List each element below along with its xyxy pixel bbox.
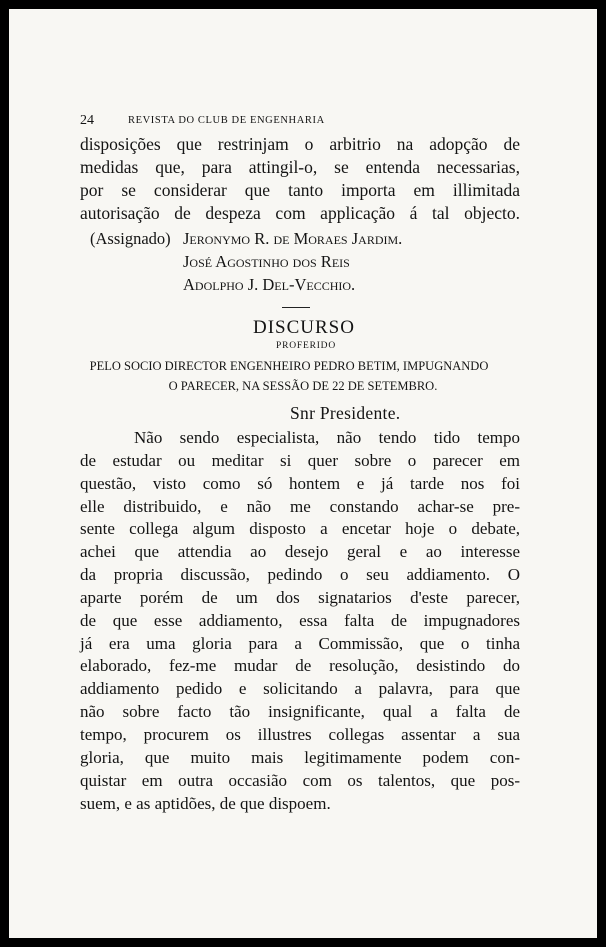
text-line: já era uma gloria para a Commissão, que o tinha (80, 633, 520, 653)
section-title: DISCURSO (253, 317, 355, 338)
page-content (80, 113, 520, 815)
text-line: elaborado, fez-me mudar de resolução, desistindo do (80, 656, 520, 676)
text-line: por se considerar que tanto importa em illimitada (80, 180, 520, 200)
page-number: 24 (80, 113, 94, 128)
text-line: questão, visto como só hontem e já tarde nos foi (80, 473, 520, 493)
signature-label: (Assignado) (90, 229, 171, 248)
signature-row (80, 250, 520, 273)
text-line: Não sendo especialista, não tendo tido tempo (134, 428, 520, 447)
text-line: achei que attendia ao desejo geral e ao interesse (80, 542, 520, 562)
speech-intro-line: PELO SOCIO DIRECTOR ENGENHEIRO PEDRO BETIM, IMPUGNANDO (89, 359, 489, 373)
text-line: quistar em outra occasião com os talentos, que pos- (80, 770, 520, 790)
text-line: autorisação de despeza com applicação á tal objecto. (80, 203, 520, 223)
speech-intro-line: O PARECER, NA SESSÃO DE 22 DE SETEMBRO. (168, 379, 438, 393)
prior-text (80, 133, 520, 225)
text-line: não sobre facto tão insignificante, qual a falta de (80, 702, 520, 722)
text-line: addiamento pedido e solicitando a palavra, para que (80, 679, 520, 699)
speech-body (80, 427, 520, 815)
page-header (80, 113, 520, 133)
text-line: aparte porém de um dos signatarios d'este parecer, (80, 587, 520, 607)
signature-row (80, 227, 520, 250)
section-divider (282, 307, 310, 308)
text-line: medidas que, para attingil-o, se entenda necessarias, (80, 157, 520, 177)
running-head: REVISTA DO CLUB DE ENGENHARIA (128, 115, 325, 126)
text-line: suem, e as aptidões, de que dispoem. (80, 793, 331, 813)
text-line: tempo, procurem os illustres collegas assentar a sua (80, 724, 520, 744)
signature-name: Jeronymo R. de Moraes Jardim. (183, 229, 403, 248)
book-page (9, 9, 597, 938)
text-line: disposições que restrinjam o arbitrio na adopção de (80, 134, 520, 154)
section-subtitle: PROFERIDO (276, 341, 336, 351)
salutation: Snr Presidente. (290, 403, 401, 423)
text-line: de que esse addiamento, essa falta de impugnadores (80, 610, 520, 630)
text-line: de estudar ou meditar si quer sobre o parecer em (80, 450, 520, 470)
text-line: da propria discussão, pedindo o seu addiamento. O (80, 565, 520, 585)
signature-row (80, 273, 520, 296)
signature-name: José Agostinho dos Reis (183, 252, 350, 271)
text-line: elle distribuido, e não me constando achar-se pre- (80, 496, 520, 516)
text-line: gloria, que muito mais legitimamente podem con- (80, 747, 520, 767)
signature-name: Adolpho J. Del-Vecchio. (183, 275, 356, 294)
text-line: sente collega algum disposto a encetar hoje o debate, (80, 519, 520, 539)
signature-block (80, 227, 520, 296)
